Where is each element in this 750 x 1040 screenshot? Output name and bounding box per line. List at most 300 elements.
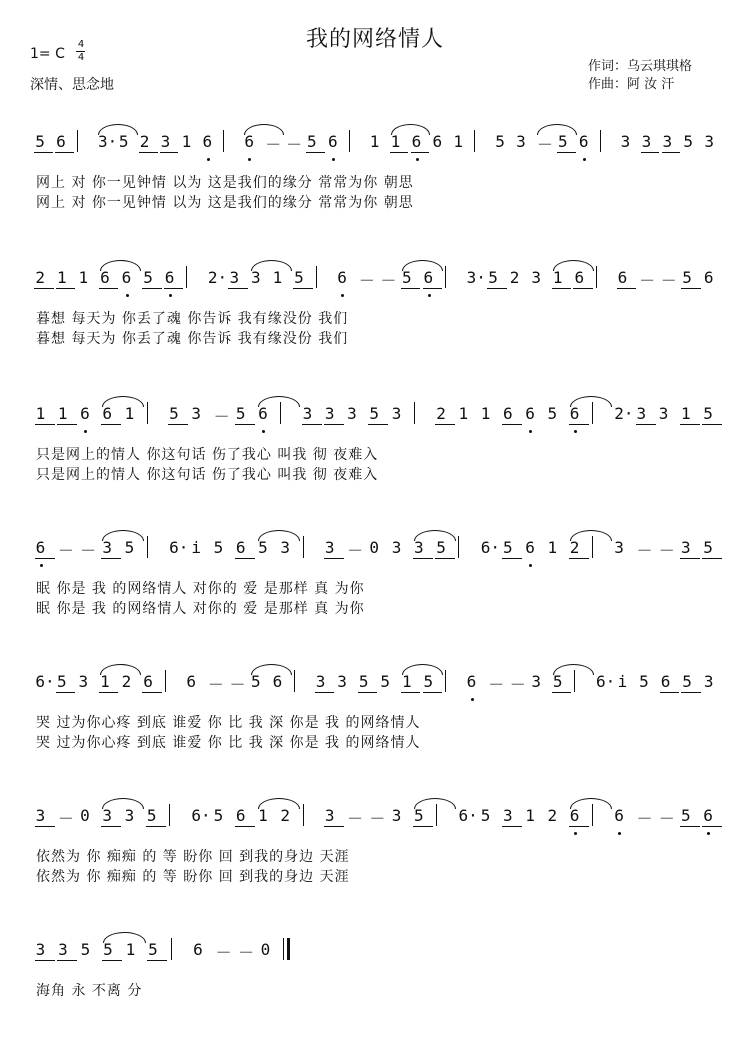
note: 3 <box>302 404 313 423</box>
note: 3 <box>531 268 541 287</box>
note-beam <box>552 288 571 289</box>
note: 6 <box>502 404 513 423</box>
note-beam <box>99 288 118 289</box>
barline <box>147 402 148 424</box>
note-beam <box>680 826 700 827</box>
slur <box>98 124 138 135</box>
note: 5 <box>681 806 691 825</box>
note: 3 <box>658 404 669 423</box>
slur <box>258 798 300 809</box>
octave-dot <box>262 430 265 433</box>
note: 6 <box>578 132 589 151</box>
note-beam <box>681 692 700 693</box>
note: 5 <box>413 806 424 825</box>
note-beam <box>411 152 430 153</box>
note-beam <box>101 826 121 827</box>
note: 5 <box>148 940 158 959</box>
note-beam <box>315 692 334 693</box>
octave-dot <box>428 294 431 297</box>
note: 3 <box>229 268 240 287</box>
slur <box>570 396 612 407</box>
note: － <box>347 541 364 560</box>
note: 3 <box>251 268 261 287</box>
note-beam <box>57 424 77 425</box>
note: 6 <box>432 132 443 151</box>
staff-row <box>30 930 720 1040</box>
note-beam <box>569 424 589 425</box>
note: 5 <box>143 268 153 287</box>
barline <box>280 402 281 424</box>
lyric-verse-2: 眠 你是 我 的网络情人 对你的 爱 是那样 真 为你 <box>36 601 365 617</box>
note: 5 <box>683 132 694 151</box>
note-beam <box>139 152 158 153</box>
note: 3 <box>280 538 291 557</box>
note-beam <box>142 288 161 289</box>
octave-dot <box>529 564 532 567</box>
note: 3 <box>337 672 347 691</box>
note: 3 <box>614 538 624 557</box>
barline <box>349 130 350 152</box>
note: － <box>80 541 97 560</box>
note: 1 <box>453 132 464 151</box>
tempo-mood: 深情、思念地 <box>30 77 114 93</box>
note: － <box>358 271 375 290</box>
note: 6· <box>596 672 616 691</box>
note: 3 <box>704 132 714 151</box>
note-beam <box>617 288 636 289</box>
note-beam <box>228 288 247 289</box>
note: 5 <box>118 132 129 151</box>
note: 6 <box>525 404 535 423</box>
note: 5 <box>488 268 498 287</box>
note: 5 <box>103 940 113 959</box>
barline <box>474 130 475 152</box>
note: 1 <box>272 268 283 287</box>
note: 2 <box>509 268 520 287</box>
note: 5 <box>258 538 268 557</box>
lyric-verse-1: 海角 永 不离 分 <box>36 983 143 999</box>
note: 1 <box>181 132 192 151</box>
note: － <box>57 541 74 560</box>
note-beam <box>390 152 409 153</box>
note-beam <box>569 826 589 827</box>
note-beam <box>413 558 433 559</box>
note: 6 <box>258 404 268 423</box>
note-beam <box>160 152 179 153</box>
note: － <box>488 675 505 694</box>
barline <box>458 536 459 558</box>
note: 5 <box>169 404 179 423</box>
final-barline <box>283 938 290 960</box>
note-beam <box>101 558 121 559</box>
note: 1 <box>458 404 469 423</box>
note-beam <box>552 692 571 693</box>
note: 5 <box>436 538 446 557</box>
note: 6 <box>164 268 175 287</box>
barline <box>186 266 187 288</box>
note-beam <box>641 152 660 153</box>
note-beam <box>55 152 74 153</box>
barline <box>77 130 78 152</box>
note: i <box>191 538 201 557</box>
note: － <box>380 271 397 290</box>
octave-dot <box>618 832 621 835</box>
note: 0 <box>369 538 380 557</box>
note: 3 <box>324 806 335 825</box>
note: 1 <box>57 404 68 423</box>
slur <box>391 124 431 135</box>
notes-line <box>30 930 720 966</box>
barline <box>316 266 317 288</box>
note: － <box>509 675 526 694</box>
note: 5 <box>495 132 505 151</box>
note-beam <box>235 424 255 425</box>
barline <box>592 402 593 424</box>
note: 6 <box>411 132 422 151</box>
note-beam <box>147 960 167 961</box>
note: 6 <box>235 806 246 825</box>
staff-row <box>30 528 720 638</box>
note-beam <box>423 692 442 693</box>
note: 6 <box>614 806 624 825</box>
slur <box>414 798 456 809</box>
lyric-verse-2: 只是网上的情人 你这句话 伤了我心 叫我 彻 夜难入 <box>36 467 379 483</box>
lyric-verse-1: 暮想 每天为 你丢了魂 你告诉 我有缘没份 我们 <box>36 311 349 327</box>
slur <box>102 530 144 541</box>
note: 1 <box>56 268 67 287</box>
octave-dot <box>207 158 210 161</box>
note: 6· <box>480 538 500 557</box>
note: 3 <box>703 672 714 691</box>
note: 5 <box>639 672 649 691</box>
octave-dot <box>416 158 419 161</box>
note: 2· <box>614 404 634 423</box>
note-beam <box>680 558 700 559</box>
note: 6 <box>244 132 254 151</box>
note: 3 <box>58 940 68 959</box>
octave-dot <box>248 158 251 161</box>
barline <box>169 804 170 826</box>
note: 2 <box>35 268 46 287</box>
note-beam <box>435 558 455 559</box>
slur <box>537 124 577 135</box>
note: 1 <box>78 268 89 287</box>
note: 3 <box>347 404 357 423</box>
note: － <box>658 541 675 560</box>
note-beam <box>102 960 122 961</box>
note-beam <box>662 152 681 153</box>
note: 5 <box>502 538 513 557</box>
note-beam <box>681 288 700 289</box>
note: 2 <box>121 672 132 691</box>
note-beam <box>702 826 722 827</box>
staff-row <box>30 258 720 368</box>
notes-line <box>30 258 720 294</box>
note-beam <box>502 558 522 559</box>
note: 3 <box>391 404 402 423</box>
note-beam <box>401 288 420 289</box>
lyricist: 作词：乌云琪琪格 <box>588 59 693 74</box>
note: 6 <box>703 268 714 287</box>
note: 5 <box>703 404 713 423</box>
note-beam <box>423 288 442 289</box>
note-beam <box>35 826 55 827</box>
note-beam <box>302 424 322 425</box>
note: 2 <box>139 132 150 151</box>
note: 6 <box>102 404 112 423</box>
notes-line <box>30 394 720 430</box>
note: 1 <box>125 940 136 959</box>
note-beam <box>56 692 75 693</box>
lyric-verse-1: 依然为 你 痴痴 的 等 盼你 回 到我的身边 天涯 <box>36 849 350 865</box>
note: 5 <box>682 672 692 691</box>
lyric-verse-2: 网上 对 你一见钟情 以为 这是我们的缘分 常常为你 朝思 <box>36 195 414 211</box>
barline <box>414 402 415 424</box>
slur <box>251 260 292 271</box>
note-beam <box>35 424 55 425</box>
note: 3 <box>102 806 112 825</box>
barline <box>171 938 172 960</box>
note: 5 <box>213 538 224 557</box>
note-beam <box>57 960 77 961</box>
lyric-verse-2: 哭 过为你心疼 到底 谁爱 你 比 我 深 你是 我 的网络情人 <box>36 735 421 751</box>
note: － <box>286 135 303 154</box>
note: 5 <box>401 268 412 287</box>
note: 5 <box>235 404 246 423</box>
octave-dot <box>169 294 172 297</box>
slur <box>570 530 612 541</box>
note: 2 <box>280 806 291 825</box>
slur <box>100 260 141 271</box>
note-beam <box>99 692 118 693</box>
note: 5 <box>213 806 224 825</box>
note: 5 <box>557 132 568 151</box>
note: 6 <box>423 268 434 287</box>
staff-row <box>30 796 720 906</box>
note: 6 <box>327 132 338 151</box>
note: 3 <box>502 806 513 825</box>
note: 6 <box>272 672 283 691</box>
note-beam <box>235 826 255 827</box>
note-beam <box>358 692 377 693</box>
notes-line <box>30 662 720 698</box>
note-beam <box>636 424 656 425</box>
note: － <box>265 135 282 154</box>
note-beam <box>324 826 344 827</box>
time-signature-top: 4 <box>77 39 85 50</box>
note: 6 <box>525 538 535 557</box>
note: 2· <box>207 268 228 287</box>
note: 3 <box>35 806 46 825</box>
note: 1 <box>369 132 380 151</box>
note: 5 <box>358 672 369 691</box>
note: 2 <box>547 806 558 825</box>
note: 5 <box>369 404 380 423</box>
note: 3 <box>160 132 171 151</box>
note: 3 <box>531 672 541 691</box>
note: 6 <box>660 672 671 691</box>
lyric-verse-1: 哭 过为你心疼 到底 谁爱 你 比 我 深 你是 我 的网络情人 <box>36 715 421 731</box>
time-signature-bottom: 4 <box>77 52 85 63</box>
note-beam <box>235 558 255 559</box>
note: 6 <box>121 268 132 287</box>
note: 5 <box>56 672 67 691</box>
note: 6 <box>617 268 628 287</box>
note: 3 <box>636 404 647 423</box>
note: － <box>639 271 656 290</box>
note: 6 <box>186 672 196 691</box>
note: 3 <box>391 538 402 557</box>
slur <box>102 798 144 809</box>
note: 3 <box>35 940 46 959</box>
barline <box>165 670 166 692</box>
note: 1 <box>124 404 135 423</box>
note: 5 <box>146 806 157 825</box>
note-beam <box>702 424 722 425</box>
note: 3· <box>466 268 486 287</box>
note: － <box>636 541 653 560</box>
note: 5 <box>251 672 261 691</box>
note: 3 <box>641 132 652 151</box>
note: 3 <box>681 538 691 557</box>
slur <box>553 664 594 675</box>
note-beam <box>502 424 522 425</box>
note: 5 <box>380 672 391 691</box>
note-beam <box>34 288 53 289</box>
note: 5 <box>35 132 45 151</box>
barline <box>436 804 437 826</box>
note: 6 <box>466 672 477 691</box>
note: － <box>57 809 74 828</box>
note-beam <box>35 960 55 961</box>
note: 5 <box>682 268 692 287</box>
credits <box>588 58 692 94</box>
note-beam <box>35 558 55 559</box>
octave-dot <box>707 832 710 835</box>
staff-row <box>30 394 720 504</box>
note: 6· <box>458 806 478 825</box>
note: 1 <box>681 404 691 423</box>
barline <box>592 536 593 558</box>
slur <box>402 260 443 271</box>
lyric-verse-2: 依然为 你 痴痴 的 等 盼你 回 到我的身边 天涯 <box>36 869 350 885</box>
note: － <box>229 675 246 694</box>
note-beam <box>502 826 522 827</box>
octave-dot <box>574 430 577 433</box>
time-signature <box>76 40 86 63</box>
note: 3 <box>315 672 326 691</box>
note-beam <box>569 558 589 559</box>
note-beam <box>142 692 161 693</box>
note: 5 <box>294 268 304 287</box>
note: 5 <box>552 672 563 691</box>
note: 6· <box>191 806 211 825</box>
note-beam <box>557 152 576 153</box>
note: 6 <box>569 404 580 423</box>
slur <box>100 664 141 675</box>
note: i <box>617 672 628 691</box>
barline <box>303 536 304 558</box>
note: 3 <box>324 404 335 423</box>
barline <box>223 130 224 152</box>
note: 3 <box>124 806 135 825</box>
barline <box>303 804 304 826</box>
note-beam <box>660 692 679 693</box>
lyric-verse-1: 网上 对 你一见钟情 以为 这是我们的缘分 常常为你 朝思 <box>36 175 414 191</box>
note: 1 <box>552 268 563 287</box>
barline <box>600 130 601 152</box>
slur <box>251 664 292 675</box>
note: 3 <box>662 132 673 151</box>
staff-row <box>30 122 720 232</box>
note: 6 <box>569 806 580 825</box>
note: 6 <box>337 268 347 287</box>
note: － <box>658 809 675 828</box>
octave-dot <box>84 430 87 433</box>
note: 5 <box>80 940 91 959</box>
song-title: 我的网络情人 <box>305 27 444 52</box>
note: 2 <box>569 538 580 557</box>
note-beam <box>401 692 420 693</box>
note: 5 <box>124 538 135 557</box>
note-beam <box>56 288 75 289</box>
note: 3· <box>97 132 118 151</box>
note: 3 <box>516 132 526 151</box>
composer: 作曲：阿 汝 汗 <box>588 77 675 92</box>
slur <box>553 260 594 271</box>
note: 5 <box>480 806 491 825</box>
note: 3 <box>102 538 112 557</box>
note-beam <box>306 152 325 153</box>
barline <box>147 536 148 558</box>
note-beam <box>146 826 166 827</box>
note: 1 <box>258 806 268 825</box>
note: 3 <box>324 538 335 557</box>
octave-dot <box>583 158 586 161</box>
note-beam <box>702 558 722 559</box>
note: － <box>537 135 554 154</box>
octave-dot <box>529 430 532 433</box>
octave-dot <box>126 294 129 297</box>
slur <box>258 530 300 541</box>
note-beam <box>293 288 312 289</box>
note: 6· <box>169 538 189 557</box>
lyric-verse-1: 只是网上的情人 你这句话 伤了我心 叫我 彻 夜难入 <box>36 447 379 463</box>
note-beam <box>435 424 455 425</box>
barline <box>294 670 295 692</box>
note-beam <box>413 826 433 827</box>
note-beam <box>573 288 592 289</box>
note: 1 <box>525 806 535 825</box>
note: 6 <box>143 672 153 691</box>
lyric-verse-2: 暮想 每天为 你丢了魂 你告诉 我有缘没份 我们 <box>36 331 349 347</box>
barline <box>445 266 446 288</box>
octave-dot <box>40 564 43 567</box>
note: 1 <box>480 404 491 423</box>
note: 3 <box>191 404 201 423</box>
note: 2 <box>436 404 446 423</box>
slur <box>258 396 300 407</box>
slur <box>570 798 612 809</box>
note: － <box>213 407 230 426</box>
note: 6 <box>56 132 66 151</box>
note: 5 <box>307 132 317 151</box>
barline <box>445 670 446 692</box>
note: 6 <box>100 268 110 287</box>
note: 6 <box>35 538 46 557</box>
slur <box>414 530 456 541</box>
note-beam <box>680 424 700 425</box>
